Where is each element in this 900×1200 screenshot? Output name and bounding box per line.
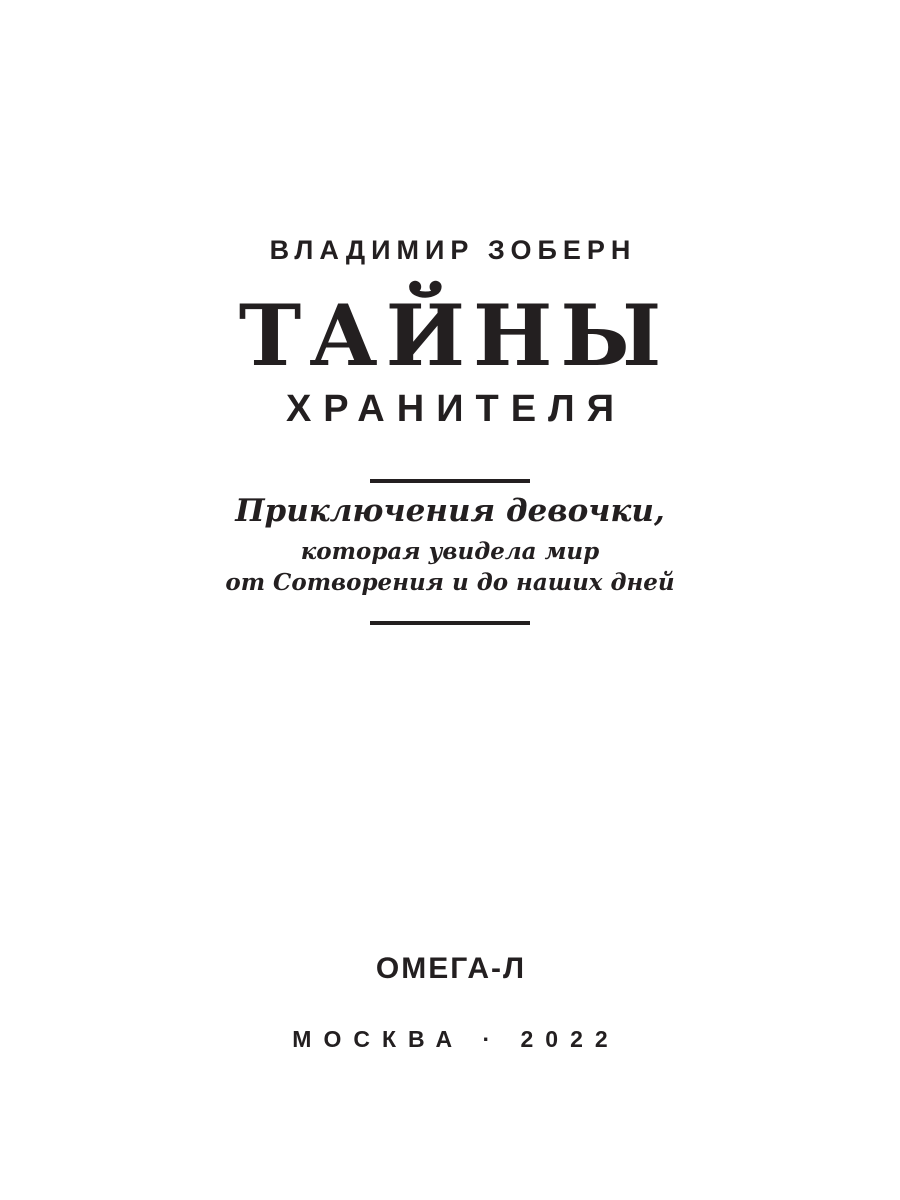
imprint-city-year: МОСКВА · 2022 bbox=[292, 1026, 620, 1052]
book-subtitle bbox=[0, 493, 900, 602]
subtitle-line-3: от Сотворения и до наших дней bbox=[225, 569, 675, 596]
subtitle-line-1: Приключения девочки, bbox=[235, 493, 665, 529]
subtitle-line-2: которая увидела мир bbox=[300, 538, 600, 565]
divider-top bbox=[370, 479, 530, 483]
book-title-line-2: ХРАНИТЕЛЯ bbox=[285, 388, 627, 430]
book-title-line-1: ТАЙНЫ bbox=[238, 286, 670, 385]
author-name: ВЛАДИМИР ЗОБЕРН bbox=[269, 235, 637, 265]
publisher-logo: ОМЕГА-Л bbox=[375, 952, 527, 985]
divider-bottom bbox=[370, 621, 530, 625]
